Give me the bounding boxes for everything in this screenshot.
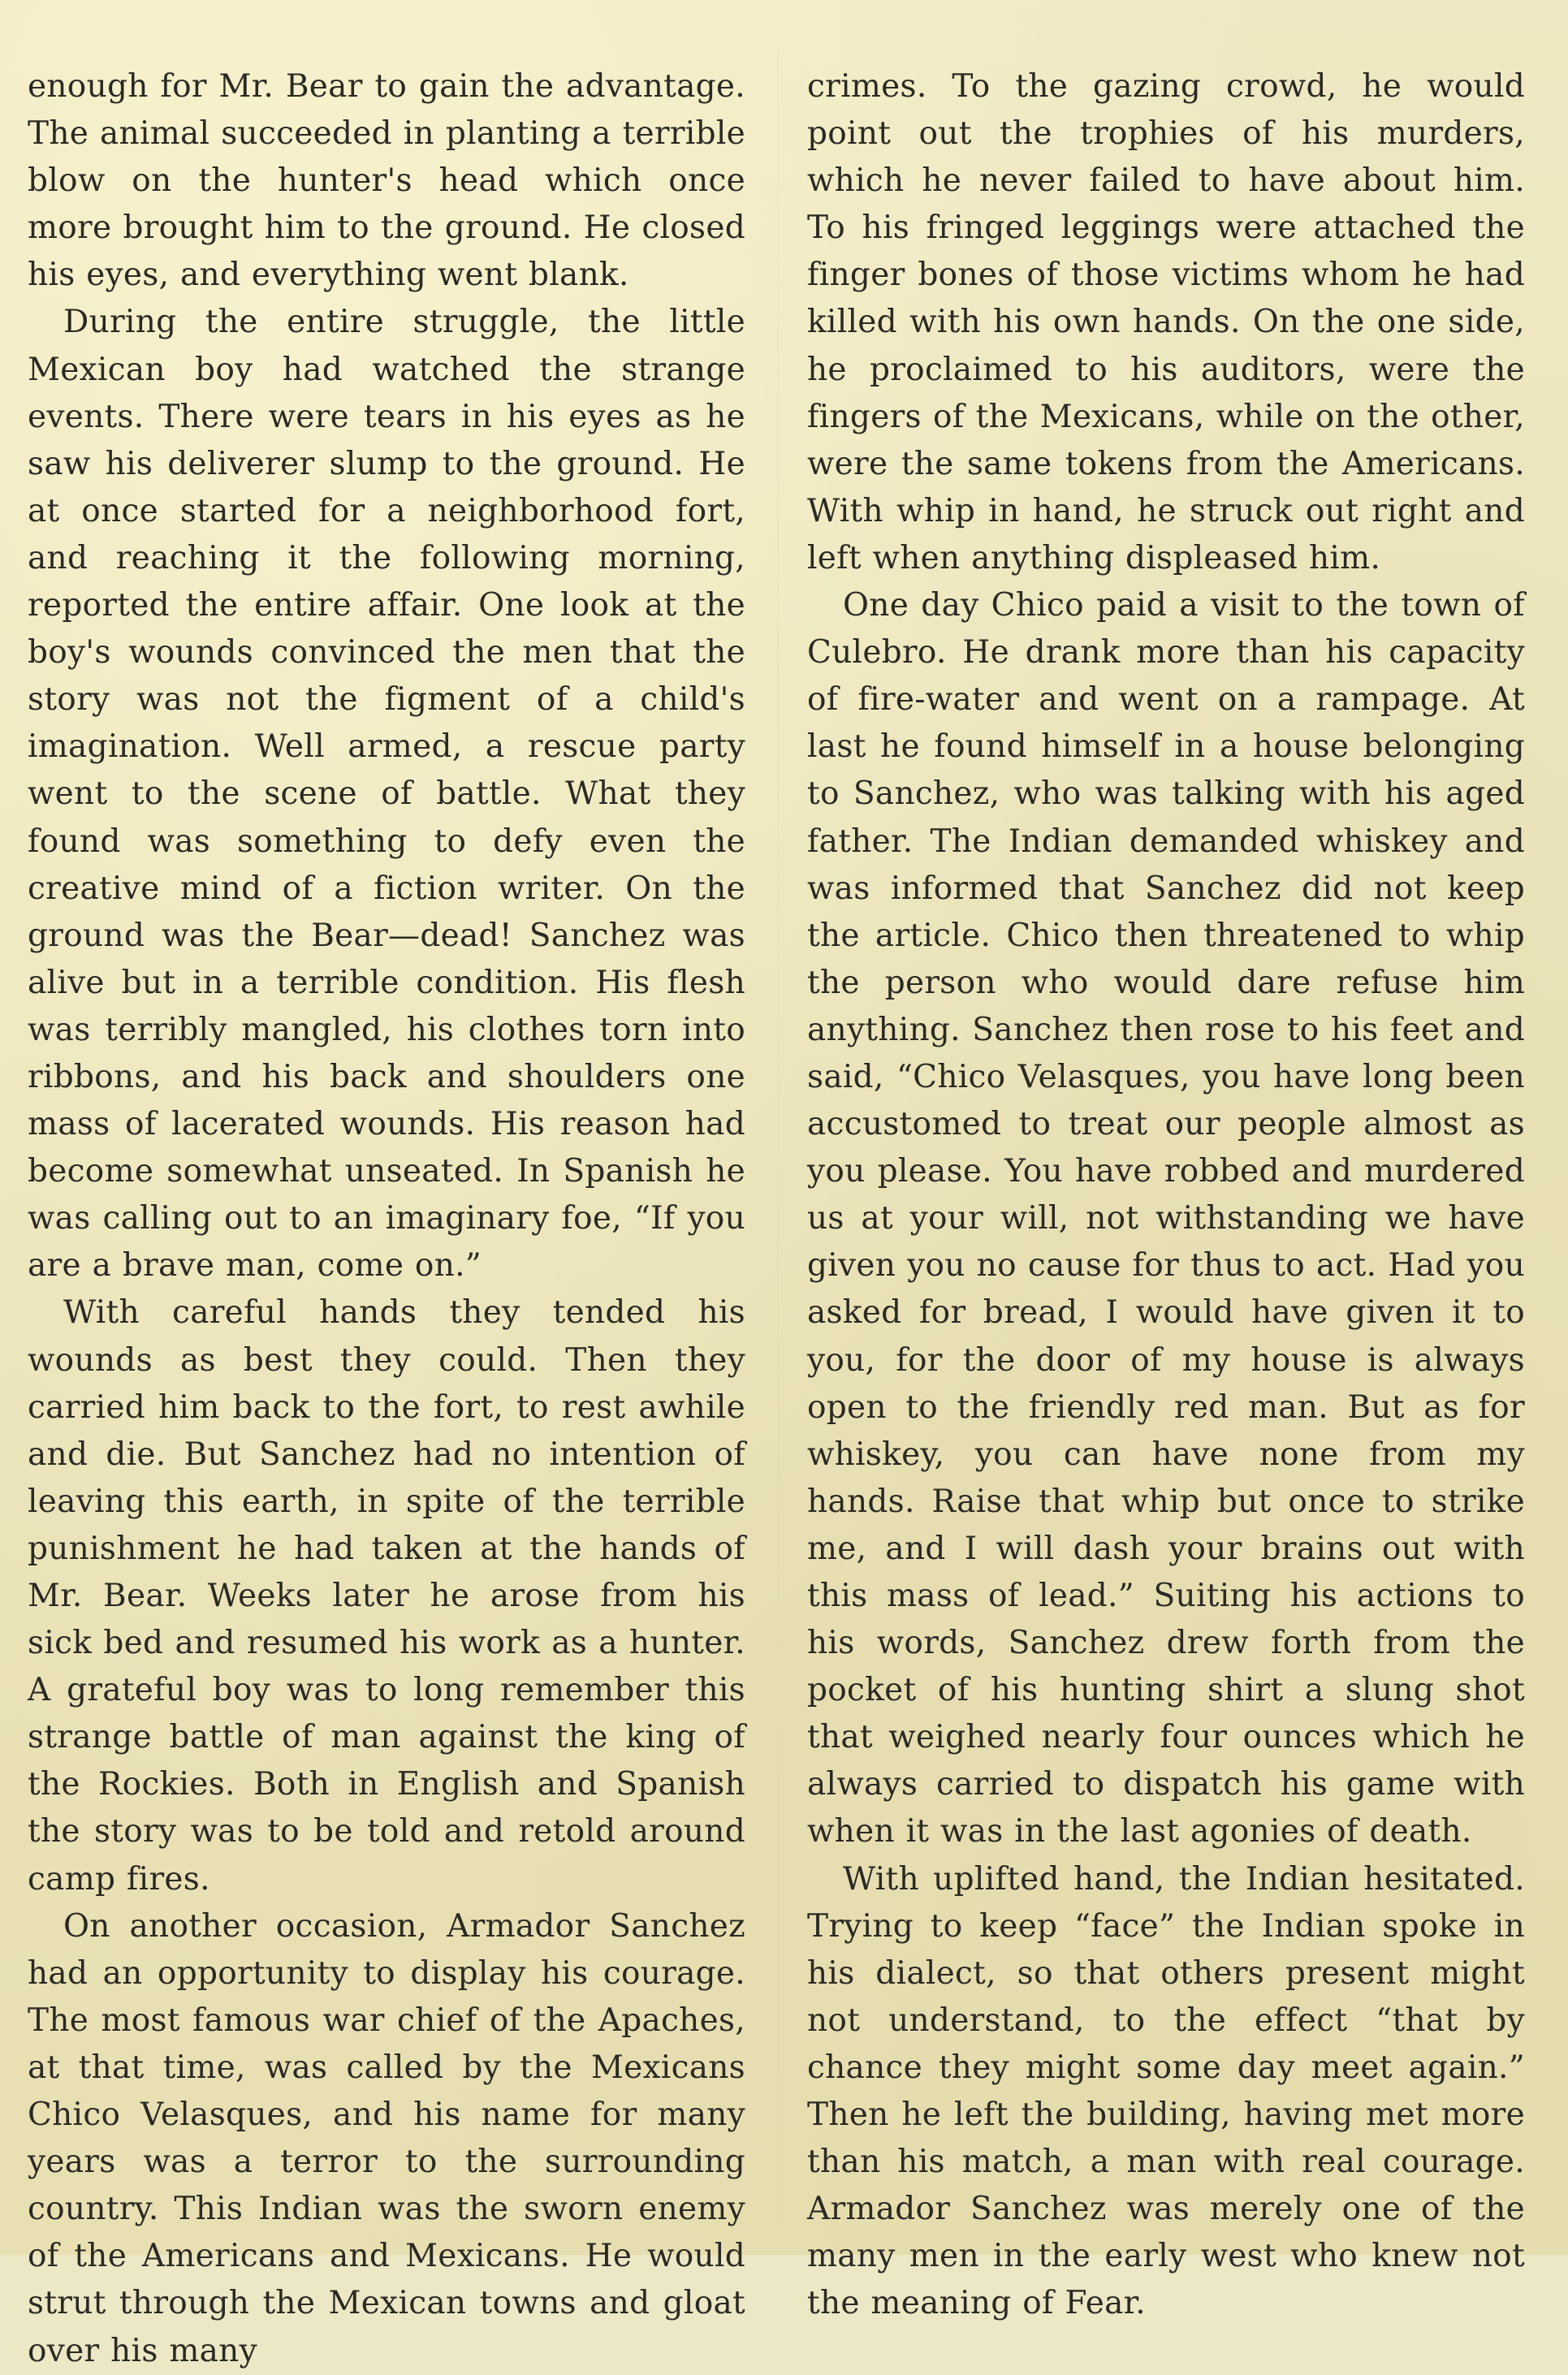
left-text-column — [28, 63, 745, 2375]
right-text-column — [807, 63, 1525, 2328]
left-paragraph-3: With careful hands they tended his wounds as best they could. Then they carried him back to the fort, to rest awhile and die. But Sanchez had no intention of leaving this earth, in spite of the terrible punishment he had taken at the hands of Mr. Bear. Weeks later he arose from his sick bed and resumed his work as a hunter. A grateful boy was to long remember this strange battle of man against the king of the Rockies. Both in English and Spanish the story was to be told and retold around camp fires. — [28, 1294, 745, 1898]
left-paragraph-1: enough for Mr. Bear to gain the advantage. The animal succeeded in planting a terrible blow on the hunter's head which once more brought him to the ground. He closed his eyes, and everything went blank. — [28, 68, 745, 294]
right-paragraph-1: crimes. To the gazing crowd, he would point out the trophies of his murders, which he never failed to have about him. To his fringed leggings were attached the finger bones of those victims whom he had killed with his own hands. On the one side, he proclaimed to his auditors, were the fingers of the Mexicans, while on the other, were the same tokens from the Americans. With whip in hand, he struck out right and left when anything displeased him. — [807, 68, 1525, 576]
column-gutter — [778, 49, 779, 2225]
left-paragraph-4: On another occasion, Armador Sanchez had an opportunity to display his courage. The most famous war chief of the Apaches, at that time, was called by the Mexicans Chico Velasques, and his name for many years was a terror to the surrounding country. This Indian was the sworn enemy of the Americans and Mexicans. He would strut through the Mexican towns and gloat over his many — [28, 1907, 745, 2369]
left-paragraph-2: During the entire struggle, the little Mexican boy had watched the strange events. There were tears in his eyes as he saw his deliverer slump to the ground. He at once started for a neighborhood fort, and reaching it the following morning, reported the entire affair. One look at the boy's wounds convinced the men that the story was not the figment of a child's imagination. Well armed, a rescue party went to the scene of battle. What they found was something to defy even the creative mind of a fiction writer. On the ground was the Bear—dead! Sanchez was alive but in a terrible condition. His flesh was terribly mangled, his clothes torn into ribbons, and his back and shoulders one mass of lacerated wounds. His reason had become somewhat unseated. In Spanish he was calling out to an imaginary foe, “If you are a brave man, come on.” — [28, 304, 745, 1285]
right-paragraph-3: With uplifted hand, the Indian hesitated. Trying to keep “face” the Indian spoke in his dialect, so that others present might not understand, to the effect “that by chance they might some day meet again.” Then he left the building, having met more than his match, a man with real courage. Armador Sanchez was merely one of the many men in the early west who knew not the meaning of Fear. — [807, 1860, 1525, 2322]
right-paragraph-2: One day Chico paid a visit to the town of Culebro. He drank more than his capacity of fire-water and went on a rampage. At last he found himself in a house belonging to Sanchez, who was talking with his aged father. The Indian demanded whiskey and was informed that Sanchez did not keep the article. Chico then threatened to whip the person who would dare refuse him anything. Sanchez then rose to his feet and said, “Chico Velasques, you have long been accustomed to treat our people almost as you please. You have robbed and murdered us at your will, not withstanding we have given you no cause for thus to act. Had you asked for bread, I would have given it to you, for the door of my house is always open to the friendly red man. But as for whiskey, you can have none from my hands. Raise that whip but once to strike me, and I will dash your brains out with this mass of lead.” Suiting his actions to his words, Sanchez drew forth from the pocket of his hunting shirt a slung shot that weighed nearly four ounces which he always carried to dispatch his game with when it was in the last agonies of death. — [807, 587, 1525, 1850]
